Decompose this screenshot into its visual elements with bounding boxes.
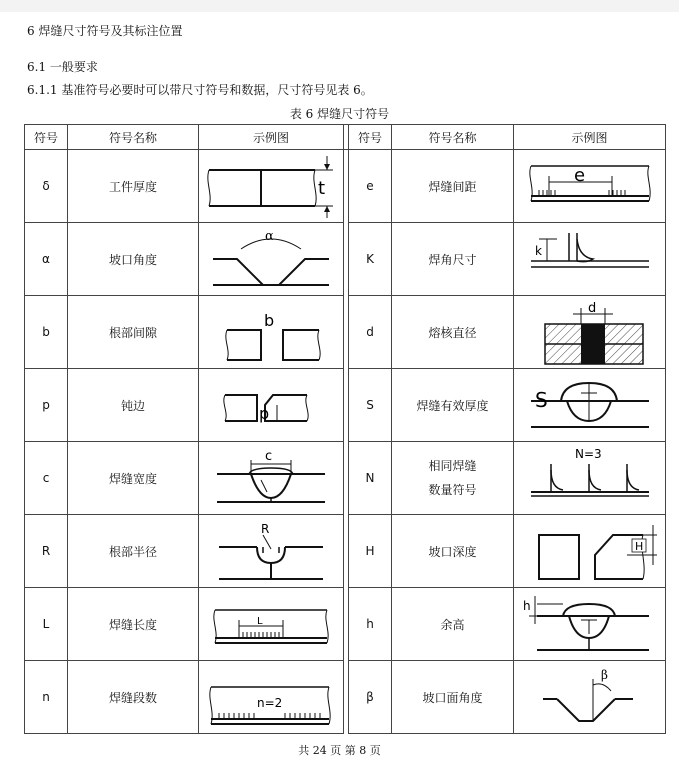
symbol-cell: H: [349, 515, 392, 588]
reinforcement-height-figure: [517, 590, 663, 658]
table-row: [25, 588, 666, 661]
header-symbol: 符号: [349, 125, 392, 150]
header-name: 符号名称: [68, 125, 199, 150]
table-row: [25, 515, 666, 588]
example-cell: [514, 369, 666, 442]
name-cell: 坡口深度: [392, 515, 514, 588]
example-cell: [199, 150, 344, 223]
symbol-cell: d: [349, 296, 392, 369]
fig-label: H: [634, 540, 643, 553]
example-cell: [199, 369, 344, 442]
example-cell: [199, 442, 344, 515]
section-heading: 6 焊缝尺寸符号及其标注位置: [27, 24, 183, 38]
symbol-cell: β: [349, 661, 392, 734]
symbol-cell: L: [25, 588, 68, 661]
name-cell: 工件厚度: [68, 150, 199, 223]
example-cell: [514, 223, 666, 296]
nugget-diameter-figure: [517, 298, 663, 366]
fillet-leg-figure: [517, 225, 663, 293]
table-row: [25, 150, 666, 223]
fig-label: k: [534, 244, 542, 258]
page-footer: 共 24 页 第 8 页: [298, 744, 381, 757]
name-cell: 坡口角度: [68, 223, 199, 296]
fig-label: t: [318, 178, 326, 199]
symbol-cell: S: [349, 369, 392, 442]
example-cell: [199, 223, 344, 296]
table-row: [25, 442, 666, 515]
workpiece-thickness-figure: [201, 152, 341, 220]
example-cell: [199, 588, 344, 661]
example-cell: [514, 661, 666, 734]
example-cell: [199, 296, 344, 369]
clause-text: 6.1.1 基准符号必要时可以带尺寸符号和数据，尺寸符号见表 6。: [27, 83, 373, 97]
name-cell: [392, 442, 514, 515]
subsection-heading: 6.1 一般要求: [27, 60, 98, 74]
name-cell: 焊角尺寸: [392, 223, 514, 296]
weld-count-figure: [517, 444, 663, 512]
weld-segments-figure: [201, 663, 341, 731]
name-cell: 焊缝有效厚度: [392, 369, 514, 442]
example-cell: [199, 661, 344, 734]
root-gap-figure: [201, 298, 341, 366]
symbol-cell: N: [349, 442, 392, 515]
header-name: 符号名称: [392, 125, 514, 150]
root-face-figure: [201, 371, 341, 439]
fig-label: n=2: [257, 696, 283, 710]
symbol-cell: p: [25, 369, 68, 442]
name-cell: 焊缝段数: [68, 661, 199, 734]
fig-label: L: [257, 616, 263, 627]
example-cell: [514, 515, 666, 588]
weld-width-figure: [201, 444, 341, 512]
example-cell: [199, 515, 344, 588]
name-cell: 钝边: [68, 369, 199, 442]
fig-label: β: [600, 668, 608, 682]
header-symbol: 符号: [25, 125, 68, 150]
effective-throat-figure: [517, 371, 663, 439]
example-cell: [514, 588, 666, 661]
groove-depth-figure: [517, 517, 663, 585]
example-cell: [514, 150, 666, 223]
name-cell: 焊缝长度: [68, 588, 199, 661]
table-caption: 表 6 焊缝尺寸符号: [289, 107, 390, 121]
fig-label: d: [587, 301, 596, 316]
fig-label: h: [522, 599, 531, 613]
name-line: 相同焊缝: [428, 459, 477, 473]
name-cell: 熔核直径: [392, 296, 514, 369]
fig-label: p: [259, 404, 270, 423]
symbol-cell: R: [25, 515, 68, 588]
fig-label: α: [265, 229, 274, 244]
fig-label: R: [261, 522, 270, 536]
weld-length-figure: [201, 590, 341, 658]
fig-label: e: [573, 165, 585, 186]
root-radius-figure: [201, 517, 341, 585]
table-row: [25, 369, 666, 442]
name-cell: 焊缝宽度: [68, 442, 199, 515]
table-row: [25, 296, 666, 369]
table-row: [25, 661, 666, 734]
groove-angle-figure: [201, 225, 341, 293]
symbol-cell: K: [349, 223, 392, 296]
name-cell: 坡口面角度: [392, 661, 514, 734]
name-line: 数量符号: [428, 483, 477, 497]
name-cell: 根部半径: [68, 515, 199, 588]
symbol-cell: h: [349, 588, 392, 661]
name-cell: 焊缝间距: [392, 150, 514, 223]
header-example: 示例图: [199, 125, 344, 150]
weld-spacing-figure: [517, 152, 663, 220]
symbol-cell: δ: [25, 150, 68, 223]
fig-label: N=3: [574, 447, 602, 461]
fig-label: b: [264, 311, 275, 330]
symbol-cell: b: [25, 296, 68, 369]
header-example: 示例图: [514, 125, 666, 150]
name-cell: 根部间隙: [68, 296, 199, 369]
symbol-cell: e: [349, 150, 392, 223]
weld-dimension-symbol-table: [24, 124, 666, 734]
symbol-cell: n: [25, 661, 68, 734]
name-cell: 余高: [392, 588, 514, 661]
fig-label: S: [534, 388, 548, 412]
fig-label: c: [265, 449, 273, 464]
groove-face-angle-figure: [517, 663, 663, 731]
page-top-strip: [0, 0, 679, 12]
example-cell: [514, 296, 666, 369]
example-cell: [514, 442, 666, 515]
symbol-cell: c: [25, 442, 68, 515]
symbol-cell: α: [25, 223, 68, 296]
table-row: [25, 223, 666, 296]
